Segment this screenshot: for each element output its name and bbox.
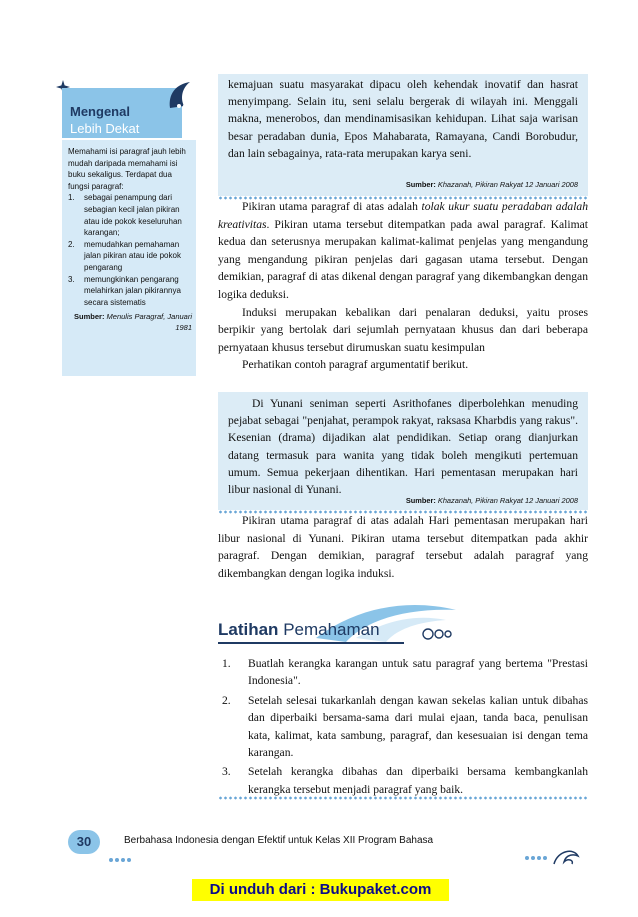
sidebar-header: [62, 80, 192, 140]
quote-2-text: Di Yunani seniman seperti Asrithofanes diperbolehkan menuding pejabat sebagai "penjahat, perampok rakyat, raksasa Kharbdis yang rakus". Kesenian (drama) dijadikan alat pendidikan. Setiap orang dianjurkan datang termasuk para wanita yang tidak boleh mengikuti pertemuan umum. Semua pekerjaan dihentikan. Hari pementasan merupakan hari libur nasional di Yunani.: [228, 397, 578, 497]
page-number: 30: [68, 830, 100, 854]
list-text: memungkinkan pengarang melahirkan jalan pikirannya secara sistematis: [84, 274, 181, 307]
list-text: sebagai penampung dari sebagian kecil jalan pikiran atau ide pokok keseluruhan karangan;: [84, 193, 182, 238]
list-number: 2.: [68, 239, 75, 249]
sidebar-list-item: [68, 192, 192, 238]
latihan-list: [222, 655, 588, 800]
list-item: [222, 655, 588, 690]
sidebar-list-item: [68, 239, 192, 274]
paragraph: Pikiran utama paragraf di atas adalah Hari pementasan merupakan hari libur nasional di Yunani. Pikiran utama tersebut ditempatkan pada akhir paragraf. Dengan demikian, paragraf tersebut adalah paragraf yang dikembangkan dengan logika induksi.: [218, 514, 588, 580]
paragraph: Induksi merupakan kebalikan dari penalaran deduksi, yaitu proses berpikir yang bertolak dari sejumlah pernyataan khusus dan dari beberapa pernyataan khusus tersebut dirumuskan suatu kesimpulan: [218, 305, 588, 354]
source-text: Khazanah, Pikiran Rakyat 12 Januari 2008: [437, 496, 578, 505]
latihan-underline: [218, 642, 404, 644]
text-run: . Pikiran utama tersebut ditempatkan pada awal paragraf. Kalimat kedua dan seterusnya merupakan kalimat-kalimat penjelas yang mengandung yang mengandung pikiran penjelas dari gagasan utama tersebut. Dengan demikian, paragraf di atas dikenal dengan paragraf yang dikembangkan dengan logika deduksi.: [218, 217, 588, 301]
sidebar-list-item: [68, 274, 192, 309]
quote-1-source: [406, 180, 578, 189]
latihan-title-bold: Latihan: [218, 620, 279, 639]
quote-1-text: kemajuan suatu masyarakat dipacu oleh kehendak inovatif dan hasrat menyimpang. Selain itu, seni selalu bergerak di wilayah ini. Menggali makna, menerobos, dan mendinamisasikan kehidupan. Lihat saja warisan besar peradaban dunia, Epos Mahabarata, Ramayana, Candi Borobudur, dan lain sebagainya, rata-rata merupakan karya seni.: [228, 78, 578, 160]
paragraph: [218, 198, 588, 304]
download-banner[interactable]: Di unduh dari : Bukupaket.com: [192, 879, 449, 901]
dots-icon: [108, 856, 134, 864]
footer-book-title: Berbahasa Indonesia dengan Efektif untuk Kelas XII Program Bahasa: [124, 835, 434, 846]
sidebar-header-box: [62, 88, 182, 138]
list-text: Buatlah kerangka karangan untuk satu paragraf yang bertema "Prestasi Indonesia".: [248, 657, 588, 688]
list-item: [222, 692, 588, 762]
source-text: Menulis Paragraf, Januari 1981: [106, 312, 192, 333]
list-text: Setelah kerangka dibahas dan diperbaiki bersama kembangkanlah kerangka tersebut menjadi paragraf yang baik.: [248, 765, 588, 796]
latihan-title-rest: Pemahaman: [283, 620, 380, 639]
source-label: Sumber:: [405, 496, 436, 505]
sidebar-source: [68, 311, 192, 333]
list-item: [222, 763, 588, 798]
source-label: Sumber:: [74, 312, 105, 322]
source-text: Khazanah, Pikiran Rakyat 12 Januari 2008: [437, 180, 578, 189]
dots-icon: [176, 102, 194, 110]
list-number: 1.: [222, 657, 231, 670]
list-number: 3.: [222, 765, 231, 779]
body-text-1: [218, 198, 588, 374]
list-text: memudahkan pemahaman jalan pikiran atau ide pokok pengarang: [84, 239, 181, 272]
sidebar-title-line2: Lebih Dekat: [70, 121, 140, 136]
list-number: 2.: [222, 693, 231, 707]
source-label: Sumber:: [405, 180, 436, 189]
quote-2-source: [406, 496, 578, 505]
list-text: Setelah selesai tukarkanlah dengan kawan sekelas kalian untuk dibahas dan diperbaiki bersama-sama dari mulai ejaan, tanda baca, penulisan kata, kalimat, kata sambung, paragraf, dan kesesuaian isi dengan tema karangan.: [248, 693, 588, 760]
dotted-rule: [218, 796, 588, 800]
quote-box-1: [218, 74, 588, 196]
sidebar-intro: Memahami isi paragraf jauh lebih mudah daripada memahami isi buku sekaligus. Terdapat dua fungsi paragraf:: [68, 147, 186, 191]
text-run: Pikiran utama paragraf di atas adalah: [242, 200, 422, 213]
sidebar-info-box: [62, 140, 196, 376]
body-text-2: [218, 512, 588, 582]
latihan-title: [218, 620, 380, 640]
italic-run: tolak ukur suatu peradaban adalah kreativitas: [218, 200, 589, 231]
list-number: 3.: [68, 274, 75, 284]
paragraph: Perhatikan contoh paragraf argumentatif berikut.: [242, 358, 469, 372]
list-number: 1.: [68, 193, 75, 203]
quote-box-2: [218, 392, 588, 510]
sidebar-title-line1: Mengenal: [70, 104, 130, 119]
swirl-dots-icon: [524, 846, 580, 870]
